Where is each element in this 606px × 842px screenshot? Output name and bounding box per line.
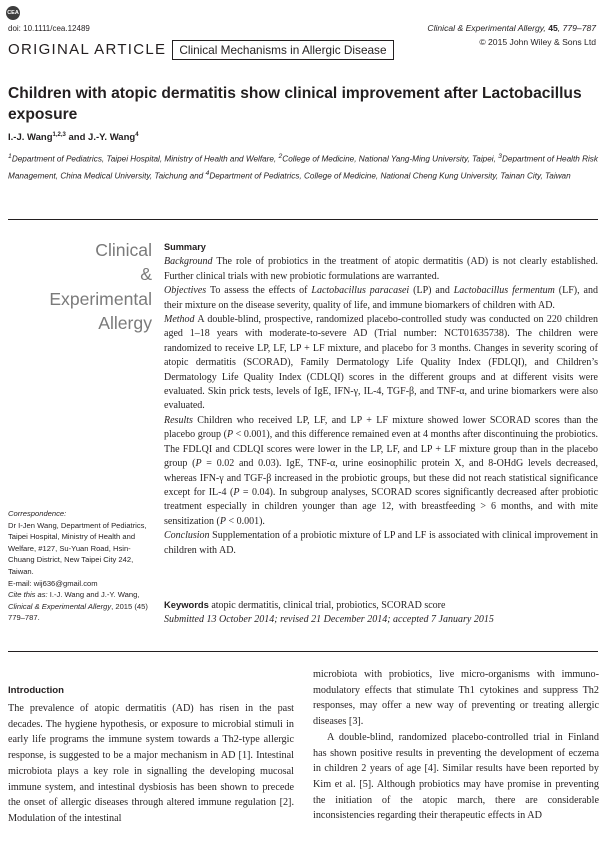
author-1[interactable]: I.-J. Wang	[8, 132, 53, 144]
keywords	[164, 599, 598, 611]
authors	[8, 132, 139, 143]
affiliation-4: Department of Pediatrics, College of Medicine, National Cheng Kung University, Tainan City, Taiwan	[209, 171, 571, 181]
abstract-text: < 0.001).	[225, 515, 265, 527]
author-1-affiliation: 1,2,3	[52, 132, 66, 138]
abstract-text: To assess the effects of	[206, 285, 312, 297]
copyright: © 2015 John Wiley & Sons Ltd	[479, 37, 596, 47]
abstract-results	[164, 414, 598, 529]
journal-pages: , 779–787	[557, 23, 596, 33]
article-title: Children with atopic dermatitis show clinical improvement after Lactobacillus exposure	[8, 85, 582, 123]
abstract-objectives	[164, 284, 598, 313]
article-type: ORIGINAL ARTICLE	[8, 41, 167, 58]
journal-citation: Clinical & Experimental Allergy, 45, 779–787	[427, 23, 596, 33]
citation	[8, 589, 154, 624]
abstract-text: Children who received LP, LF, and LP + LF mixture showed lower SCORAD scores than the placebo group (	[164, 414, 598, 441]
abstract-text: A double-blind, prospective, randomized placebo-controlled study was conducted on 220 children aged 1–18 years with moderate-to-severe AD (Trial number: NCT01635738). The children were randomized to receive LP, LF, LP + LF mixture, and placebo for 3 months. Changes in severity scoring of atopic dermatitis (SCORAD), Family Dermatology Life Quality Index (FDLQI), and Children’s Dermatology Life Quality Index (CDLQI) scores in the different groups and at different visits were evaluated. Skin prick tests, levels of IgE, IFN-γ, IL-4, TGF-β, and TNF-α, and urine biomarkers were also evaluated.	[164, 314, 598, 412]
correspondence-email[interactable]: E-mail: wij636@gmail.com	[8, 578, 98, 588]
abstract-heading: Summary	[164, 242, 206, 252]
correspondence-address: Dr I-Jen Wang, Department of Pediatrics, Taipei Hospital, Ministry of Health and Welfare, #127, Su-Yuan Road, Hsin-Chuang District, New Taipei City 242, Taiwan.	[8, 520, 147, 576]
author-2[interactable]: J.-Y. Wang	[88, 132, 136, 144]
body-column-right	[313, 667, 599, 824]
keywords-text: atopic dermatitis, clinical trial, probiotics, SCORAD score	[208, 600, 446, 611]
p-symbol: P	[226, 429, 234, 441]
section-heading: Introduction	[8, 685, 64, 696]
species-name: Lactobacillus paracasei	[311, 285, 410, 297]
citation-text: , 2015 (45) 779–787.	[8, 601, 148, 623]
body-paragraph: A double-blind, randomized placebo-controlled trial in Finland has shown positive results in preventing the development of eczema in children 2 years of age [4]. Similar results have been reported by Kim et al. [5]. Although probiotics may have promise in preventing the initiation of the atopic march, there are considerable inconsistencies regarding their therapeutic effects in AD	[313, 731, 599, 822]
divider	[8, 219, 598, 220]
affil-marker: 4	[205, 170, 210, 178]
author-2-affiliation: 4	[135, 132, 139, 138]
submission-dates: Submitted 13 October 2014; revised 21 December 2014; accepted 7 January 2015	[164, 614, 494, 625]
affiliations	[8, 150, 600, 184]
abstract-text: = 0.04). In subgroup analyses, SCORAD scores significantly decreased after probiotic treatment especially in children younger than age 12, with breastfeeding > 6 months, and with mite sensitization (	[164, 486, 599, 527]
abstract-text: Supplementation of a probiotic mixture of LP and LF is associated with clinical improvement in children with AD.	[164, 530, 598, 556]
abstract-text: < 0.001), and this difference remained even at 4 months after discontinuing the probiotics. The FDLQI and CDLQI scores were lower in the LP, LF, and LP + LF mixture group than in the placebo group (	[164, 429, 598, 470]
p-symbol: P	[195, 458, 202, 470]
affiliation-2: College of Medicine, National Yang-Ming University, Taipei,	[282, 154, 499, 164]
correspondence	[8, 508, 154, 624]
abstract-method	[164, 313, 598, 414]
abstract-label: Conclusion	[164, 530, 210, 542]
abstract-conclusion	[164, 529, 598, 558]
brand-line: Clinical	[95, 240, 152, 260]
abstract-label: Background	[164, 256, 213, 268]
brand-line: Experimental	[49, 288, 152, 309]
abstract	[164, 240, 598, 558]
affil-marker: 3	[498, 153, 502, 160]
body-column-left	[8, 701, 294, 827]
affil-marker: 1	[8, 153, 12, 160]
citation-journal: Clinical & Experimental Allergy	[8, 601, 112, 611]
article-section: Clinical Mechanisms in Allergic Disease	[172, 40, 393, 60]
correspondence-heading: Correspondence:	[8, 509, 67, 518]
abstract-text: (LF), and their mixture on the disease severity, quality of life, and immune biomarkers of children with AD.	[164, 285, 598, 311]
abstract-label: Objectives	[164, 285, 207, 297]
journal-logo: CEA	[6, 6, 20, 20]
affiliation-1: Department of Pediatrics, Taipei Hospital, Ministry of Health and Welfare,	[11, 154, 279, 164]
citation-text: I.-J. Wang and J.-Y. Wang,	[47, 590, 140, 600]
species-name: Lactobacillus fermentum	[453, 285, 555, 297]
body-paragraph: microbiota with probiotics, live micro-organisms with immuno-modulatory effects that stimulate Th1 cytokines and suppress Th2 responses, may offer a new way of preventing or treating allergic diseases [3].	[313, 669, 599, 728]
divider	[8, 651, 598, 652]
abstract-text: = 0.02 and 0.03). IgE, TNF-α, urine eosinophilic protein X, and 8-OHdG levels decreased, whereas IFN-γ and TGF-β increased in the probiotic groups, but these did not reach statistical significance except for IL-4 (	[164, 458, 598, 498]
journal-volume: 45	[548, 23, 558, 33]
brand-line: &	[140, 264, 152, 285]
doi[interactable]: doi: 10.1111/cea.12489	[8, 24, 90, 33]
citation-label: Cite this as:	[8, 590, 48, 600]
abstract-label: Method	[164, 314, 195, 326]
journal-brand	[8, 238, 152, 335]
brand-line: Allergy	[98, 312, 152, 333]
affil-marker: 2	[278, 153, 283, 160]
affiliation-3: Department of Health Risk Management, China Medical University, Taichung and	[8, 154, 598, 181]
journal-name: Clinical & Experimental Allergy	[427, 23, 544, 33]
p-symbol: P	[233, 486, 240, 498]
author-conjunction: and	[65, 132, 89, 144]
abstract-text: The role of probiotics in the treatment of atopic dermatitis (AD) is not clearly established. Further clinical trials with new probiotic formulations are warranted.	[164, 256, 598, 282]
abstract-text: (LP) and	[409, 285, 454, 297]
body-paragraph: The prevalence of atopic dermatitis (AD) has risen in the past decades. The hygiene hypothesis, or exposure to microbial stimuli in early life programs the immune system towards a Th2-type allergic response, is suggested to be a major mechanism in AD [1]. Intestinal microbiota plays a key role in signalling the developing mucosal immune system, and intestinal dysbiosis has been shown to precede the onset of allergic diseases through altered immune regulation [2]. Modulation of the intestinal	[8, 703, 294, 824]
abstract-label: Results	[164, 414, 193, 426]
p-symbol: P	[219, 515, 226, 527]
keywords-label: Keywords	[164, 599, 209, 610]
article-type-banner	[8, 40, 394, 60]
abstract-background	[164, 255, 598, 284]
